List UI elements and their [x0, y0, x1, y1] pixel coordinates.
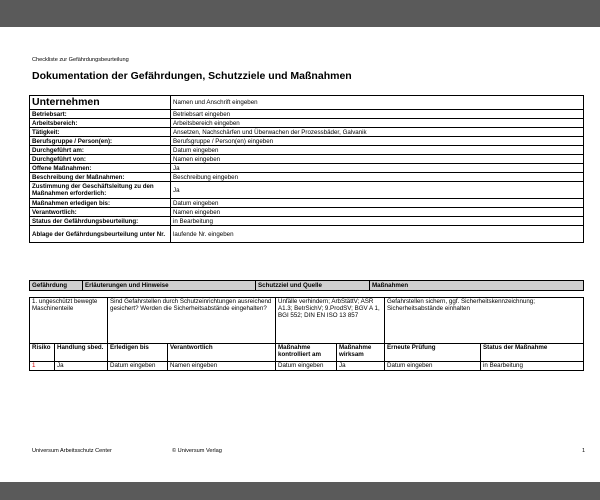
sub-value-row: [30, 362, 584, 371]
info-label: Status der Gefährdungsbeurteilung:: [30, 217, 171, 226]
info-label: Maßnahmen erledigen bis:: [30, 199, 171, 208]
info-value[interactable]: Arbeitsbereich eingeben: [171, 119, 584, 128]
info-row: [30, 146, 584, 155]
document-small-title: Checkliste zur Gefährdungsbeurteilung: [32, 57, 129, 63]
hazard-detail-table: [29, 297, 584, 371]
sub-header-erneute-pruefung: Erneute Prüfung: [385, 344, 481, 362]
sub-header-erledigen-bis: Erledigen bis: [108, 344, 168, 362]
info-value[interactable]: Datum eingeben: [171, 146, 584, 155]
sub-header-row: [30, 344, 584, 362]
info-row: [30, 217, 584, 226]
info-label: Betriebsart:: [30, 110, 171, 119]
info-row: [30, 173, 584, 182]
footer-copyright: © Universum Verlag: [172, 448, 222, 454]
sub-header-verantwortlich: Verantwortlich: [168, 344, 276, 362]
info-row: [30, 199, 584, 208]
info-row: [30, 226, 584, 243]
info-label: Verantwortlich:: [30, 208, 171, 217]
sub-header-status: Status der Maßnahme: [481, 344, 584, 362]
info-value[interactable]: Namen eingeben: [171, 155, 584, 164]
col-erlaeuterungen: Erläuterungen und Hinweise: [83, 281, 256, 291]
info-row: [30, 155, 584, 164]
sub-header-kontrolliert-am: Maßnahme kontrolliert am: [276, 344, 337, 362]
info-label: Durchgeführt von:: [30, 155, 171, 164]
info-row: [30, 208, 584, 217]
col-schutzziel: Schutzziel und Quelle: [256, 281, 370, 291]
hazard-massnahmen: Gefahrstellen sichern, ggf. Sicherheitskennzeichnung; Sicherheitsabstände einhalten: [385, 298, 584, 344]
footer-publisher: Universum Arbeitsschutz Center: [32, 448, 112, 454]
section-header-table: [29, 280, 584, 291]
info-row: [30, 137, 584, 146]
info-value[interactable]: Ja: [171, 164, 584, 173]
info-row: [30, 164, 584, 173]
info-label: Tätigkeit:: [30, 128, 171, 137]
status-value[interactable]: in Bearbeitung: [481, 362, 584, 371]
risk-value[interactable]: 1: [30, 362, 55, 371]
info-value[interactable]: in Bearbeitung: [171, 217, 584, 226]
kontrolliert-am-value[interactable]: Datum eingeben: [276, 362, 337, 371]
erneute-pruefung-value[interactable]: Datum eingeben: [385, 362, 481, 371]
hazard-gefaehrdung: 1. ungeschützt bewegte Maschinenteile: [30, 298, 108, 344]
erledigen-bis-value[interactable]: Datum eingeben: [108, 362, 168, 371]
info-label: Berufsgruppe / Person(en):: [30, 137, 171, 146]
col-massnahmen: Maßnahmen: [370, 281, 584, 291]
info-label: Zustimmung der Geschäftsleitung zu den Maßnahmen erforderlich:: [30, 182, 171, 199]
info-row: [30, 128, 584, 137]
wirksam-value[interactable]: Ja: [337, 362, 385, 371]
info-row: [30, 110, 584, 119]
hazard-schutzziel: Unfälle verhindern; ArbStättV; ASR A1.3; BetrSichV; 9.ProdSV; BGV A 1, BGI 552; DIN EN ISO 13 857: [276, 298, 385, 344]
verantwortlich-value[interactable]: Namen eingeben: [168, 362, 276, 371]
document-main-title: Dokumentation der Gefährdungen, Schutzziele und Maßnahmen: [32, 70, 352, 82]
info-value[interactable]: Beschreibung eingeben: [171, 173, 584, 182]
col-gefaehrdung: Gefährdung: [30, 281, 83, 291]
info-label: Offene Maßnahmen:: [30, 164, 171, 173]
hazard-row: [30, 298, 584, 344]
footer-page-number: 1: [582, 448, 586, 454]
sub-header-handlungsbedarf: Handlung sbed.: [55, 344, 108, 362]
info-label: Durchgeführt am:: [30, 146, 171, 155]
info-value[interactable]: Namen und Anschrift eingeben: [171, 96, 584, 110]
info-value[interactable]: Datum eingeben: [171, 199, 584, 208]
info-value[interactable]: Ja: [171, 182, 584, 199]
info-row: [30, 182, 584, 199]
info-row: [30, 96, 584, 110]
sub-header-risiko: Risiko: [30, 344, 55, 362]
info-value[interactable]: Berufsgruppe / Person(en) eingeben: [171, 137, 584, 146]
sub-header-wirksam: Maßnahme wirksam: [337, 344, 385, 362]
info-value[interactable]: Betriebsart eingeben: [171, 110, 584, 119]
company-info-table: [29, 95, 584, 243]
handlungsbedarf-value[interactable]: Ja: [55, 362, 108, 371]
info-value[interactable]: laufende Nr. eingeben: [171, 226, 584, 243]
hazard-erlaeuterung: Sind Gefahrstellen durch Schutzeinrichtungen ausreichend gesichert? Werden die Sicherheitsabstände eingehalten?: [108, 298, 276, 344]
info-row: [30, 119, 584, 128]
info-label: Beschreibung der Maßnahmen:: [30, 173, 171, 182]
info-label: Arbeitsbereich:: [30, 119, 171, 128]
info-label: Ablage der Gefährdungsbeurteilung unter Nr.: [30, 226, 171, 243]
info-label: Unternehmen: [30, 96, 171, 110]
info-value[interactable]: Ansetzen, Nachschärfen und Überwachen der Prozessbäder, Galvanik: [171, 128, 584, 137]
info-value[interactable]: Namen eingeben: [171, 208, 584, 217]
